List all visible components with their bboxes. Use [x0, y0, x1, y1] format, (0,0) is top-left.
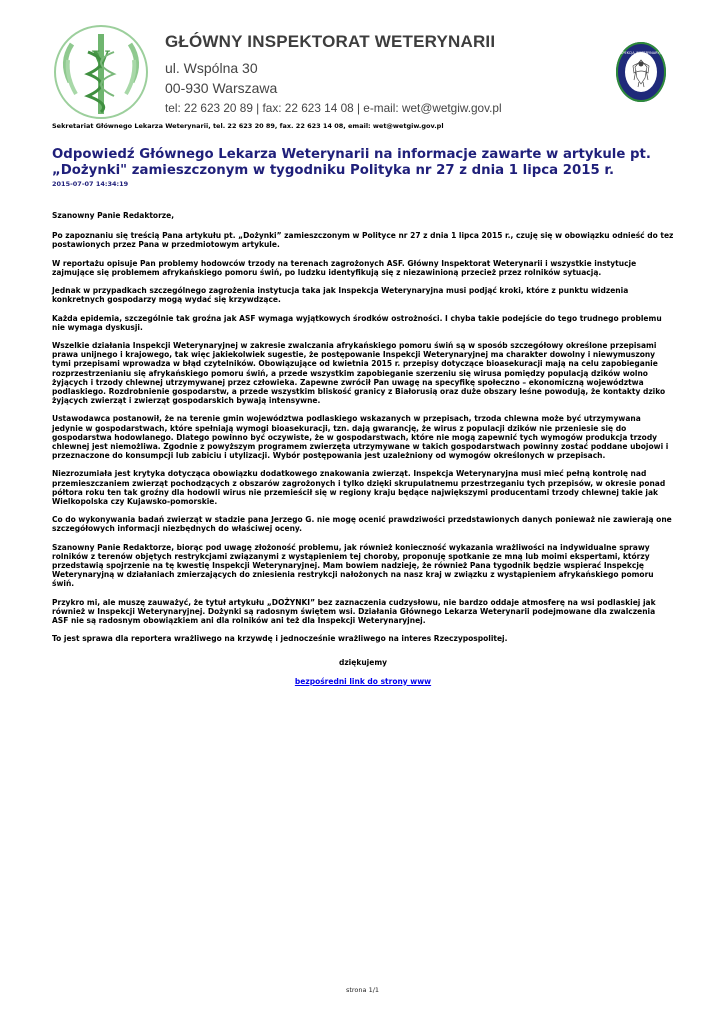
article-body — [52, 211, 674, 686]
thanks-text: dziękujemy — [338, 657, 388, 667]
page-number: strona 1/1 — [345, 986, 380, 994]
paragraph: Szanowny Panie Redaktorze, biorąc pod uwagę złożoność problemu, jak również konieczność wykazania wrażliwości na indywidualne sprawy rolników z terenów objętych restrykcjami związanymi z wystąpieniem tej choroby, proponuję spotkanie ze mną lub moimi ekspertami, którzy przedstawią spojrzenie na tę kwestię Inspekcji Weterynaryjnej. Mam bowiem nadzieję, że również Pana tygodnik będzie wspierać Inspekcję Weterynaryjną w działaniach zmierzających do zniesienia restrykcji nałożonych na nasz kraj w związku z wystąpieniem afrykańskiego pomoru świń. — [52, 542, 654, 589]
greeting: Szanowny Panie Redaktorze, — [52, 211, 175, 220]
seal-text: INSPEKCJA WETERYNARYJNA — [616, 51, 666, 55]
paragraph: Niezrozumiała jest krytyka dotycząca obowiązku dodatkowego znakowania zwierząt. Inspekcja Weterynaryjna musi mieć pełną kontrolę nad przemieszczaniem zwierząt pochodzących z obszarów zagrożonych i tylko dzięki skrupulatnemu przestrzeganiu tych przepisów, w okresie ponad półtora roku ten tak groźny dla hodowli wirus nie przemieścił się w regiony kraju będące największymi producentami trzody chlewnej takie jak Wielkopolska czy Kujawsko-pomorskie. — [52, 469, 666, 506]
article-content — [52, 147, 674, 686]
svg-text:V: V — [91, 45, 111, 74]
address-street: ul. Wspólna 30 — [165, 60, 258, 76]
paragraph: W reportażu opisuje Pan problemy hodowców trzody na terenach zagrożonych ASF. Główny Inspektorat Weterynarii i wszystkie instytucje zajmujące się problemem afrykańskiego pomoru świń, po ludzku identyfikują się z niezawinioną przecież przez rolników sytuacją. — [52, 258, 637, 277]
paragraph: Wszelkie działania Inspekcji Weterynaryjnej w zakresie zwalczania afrykańskiego pomoru świń są w sposób szczegółowy określone przepisami prawa unijnego i krajowego, tak więc jakiekolwiek sugestie, że postępowanie Inspekcji Weterynaryjnej ma charakter dowolny i niewymuszony tymi przepisami wprowadza w błąd czytelników. Obowiązujące od kwietnia 2015 r. przepisy dotyczące bioasekuracji mają na celu zapobieganie rozprzestrzenianiu się afrykańskiego pomoru świń, a przede wszystkim zapobieganie szerzeniu się wirusa pomiędzy populacją dzików wolno żyjących i trzody chlewnej utrzymywanej przez człowieka. Zapewne zwrócił Pan uwagę na specyfikę społeczno – ekonomiczną województwa podlaskiego. Rozdrobnienie gospodarstw, a przede wszystkim bliskość granicy z Białorusią oraz duże obszary leśne powodują, że kontakty dziko żyjących zwierząt i zwierząt gospodarskich bywają intensywne. — [52, 341, 666, 406]
inspection-seal-emblem — [614, 40, 668, 104]
paragraph: Co do wykonywania badań zwierząt w stadzie pana Jerzego G. nie mogę ocenić prawdziwości przedstawionych danych ponieważ nie zawierają one szczegółowych informacji niezbędnych do właściwej oceny. — [52, 515, 672, 534]
letterhead-header — [0, 0, 725, 128]
paragraph: Po zapoznaniu się treścią Pana artykułu pt. „Dożynki” zamieszczonym w Polityce nr 27 z dnia 1 lipca 2015 r., czuję się w obowiązku odnieść do tez postawionych przez Pana w przedmiotowym artykule. — [52, 231, 674, 250]
veterinary-caduceus-logo — [50, 22, 152, 122]
paragraph: Jednak w przypadkach szczególnego zagrożenia instytucja taka jak Inspekcja Weterynaryjna musi podjąć kroki, które z punktu widzenia konkretnych gospodarzy mogą wydać się krzywdzące. — [52, 286, 629, 305]
article-title: Odpowiedź Głównego Lekarza Weterynarii na informacje zawarte w artykule pt. „Dożynki" zamieszczonym w tygodniku Polityka nr 27 z dnia 1 lipca 2015 r. — [52, 147, 651, 178]
letterhead-address-block — [165, 32, 502, 119]
secretariat-contact: Sekretariat Głównego Lekarza Weterynarii, tel. 22 623 20 89, fax. 22 623 14 08, email: wet@wetgiw.gov.pl — [52, 122, 444, 130]
link-container — [52, 677, 674, 686]
contact-line: tel: 22 623 20 89 | fax: 22 623 14 08 | e-mail: wet@wetgiw.gov.pl — [165, 101, 502, 115]
paragraph: Każda epidemia, szczególnie tak groźna jak ASF wymaga wyjątkowych środków ostrożności. I chyba takie podejście do tego trudnego problemu nie wymaga dyskusji. — [52, 313, 662, 332]
article-date: 2015-07-07 14:34:19 — [52, 180, 129, 188]
paragraph: To jest sprawa dla reportera wrażliwego na krzywdę i jednocześnie wrażliwego na interes Rzeczypospolitej. — [52, 634, 508, 644]
paragraph: Przykro mi, ale muszę zauważyć, że tytuł artykułu „DOŻYNKI” bez zaznaczenia cudzysłowu, nie bardzo oddaje atmosferę na wsi podlaskiej jak również w Inspekcji Weterynaryjnej. Dożynki są radosnym świętem wsi. Działania Głównego Lekarza Weterynarii podejmowane dla zwalczenia ASF nie są radosnym obowiązkiem ani dla rolników ani też dla Inspekcji Weterynaryjnej. — [52, 597, 656, 625]
address-city: 00-930 Warszawa — [165, 80, 278, 96]
paragraph: Ustawodawca postanowił, że na terenie gmin województwa podlaskiego wskazanych w przepisach, trzoda chlewna może być utrzymywana jedynie w gospodarstwach, które spełniają wymogi bioasekuracji, tzn. dają gwarancję, że wirus z populacji dzików nie przeniesie się do gospodarstwa hodowlanego. Dlatego powinno być oczywiste, że w gospodarstwach, które nie mogą zapewnić tych wymogów produkcja trzody chlewnej jest niemożliwa. Zgodnie z powyższym programem zwierzęta utrzymywane w takich gospodarstwach powinny zostać poddane ubojowi i przeznaczone do konsumpcji lub zabiciu i utylizacji. Wybór postępowania jest uzależniony od wymogów określonych w przepisach. — [52, 414, 669, 461]
organization-name: GŁÓWNY INSPEKTORAT WETERYNARII — [165, 32, 496, 51]
direct-link[interactable]: bezpośredni link do strony www — [294, 676, 432, 686]
